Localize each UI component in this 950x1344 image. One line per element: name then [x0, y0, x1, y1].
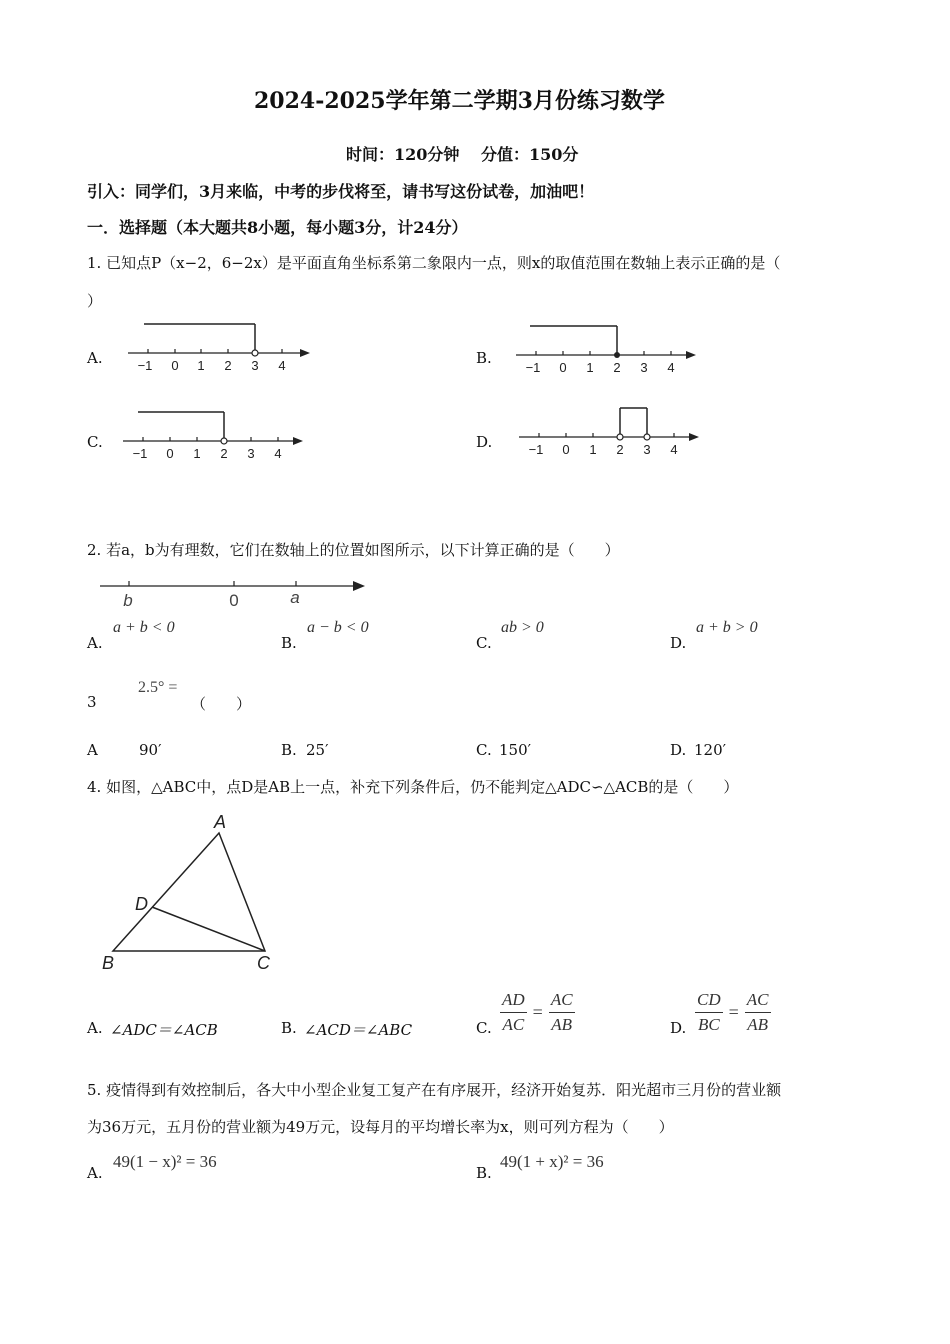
q3-expression: 2.5° = [138, 679, 178, 696]
q2-option-c-expr: ab > 0 [501, 619, 544, 636]
q4-stem: 4. 如图，△ABC中，点D是AB上一点，补充下列条件后，仍不能判定△ADC∽△ACB的是（ ） [87, 778, 739, 796]
tick-label: 0 [562, 442, 570, 457]
q5-stem-line1: 5. 疫情得到有效控制后，各大中小型企业复工复产在有序展开，经济开始复苏．阳光超市三月份的营业额 [87, 1081, 782, 1099]
q5-option-b-label: B. [476, 1164, 492, 1182]
q5-option-b-equation: 49(1 + x)² = 36 [500, 1152, 604, 1171]
equals-sign: = [728, 1002, 739, 1022]
q3-number: 3 [87, 693, 97, 711]
q2-number-line [95, 572, 375, 612]
tick-label: 0 [559, 360, 567, 375]
vertex-label-c: C [257, 953, 270, 973]
tick-label: 2 [224, 358, 232, 373]
q4-option-a-label: A. [87, 1019, 103, 1037]
vertex-label-b: B [102, 953, 115, 973]
q1-option-d-label: D. [476, 433, 493, 451]
q3-option-d-value: 120′ [694, 741, 727, 759]
q4-option-c-equation [500, 990, 575, 1035]
tick-label: 1 [193, 446, 201, 461]
q5-stem-line2: 为36万元，五月份的营业额为49万元，设每月的平均增长率为x，则可列方程为（ ） [87, 1118, 674, 1136]
fraction [549, 990, 575, 1035]
numerator: CD [695, 990, 723, 1013]
tick-label: 2 [220, 446, 228, 461]
q3-option-c-value: 150′ [499, 741, 532, 759]
q5-option-a-equation: 49(1 − x)² = 36 [113, 1152, 217, 1171]
tick-label: 4 [274, 446, 282, 461]
tick-label: 3 [643, 442, 651, 457]
tick-label: 1 [589, 442, 597, 457]
tick-label: 0 [166, 446, 174, 461]
tick-label: 4 [667, 360, 675, 375]
q3-answer-paren: （ ） [191, 695, 252, 713]
q3-option-a-value: 90′ [139, 741, 162, 759]
q4-option-b-label: B. [281, 1019, 297, 1037]
q4-option-a: ∠ADC＝∠ACB [110, 1021, 218, 1039]
tick-label: −1 [132, 446, 148, 461]
q2-option-d-label: D. [670, 634, 687, 652]
q1-option-b-number-line [510, 317, 705, 377]
tick-label: −1 [137, 358, 153, 373]
axis-label-a: a [290, 588, 300, 607]
q1-option-d-number-line [513, 399, 708, 459]
fraction [500, 990, 527, 1035]
tick-label: 3 [251, 358, 259, 373]
tick-label: 1 [586, 360, 594, 375]
q2-option-a-label: A. [87, 634, 103, 652]
tick-label: 3 [640, 360, 648, 375]
q4-option-d-label: D. [670, 1019, 687, 1037]
tick-label: 2 [613, 360, 621, 375]
axis-label-zero: 0 [229, 591, 239, 610]
q3-option-b-value: 25′ [306, 741, 329, 759]
section-heading: 一．选择题（本大题共8小题，每小题3分，计24分） [87, 218, 468, 237]
vertex-label-a: A [214, 812, 227, 832]
exam-time-info: 时间：120分钟 分值：150分 [346, 145, 579, 164]
q3-option-b-label: B. [281, 741, 297, 759]
q4-triangle-figure [95, 808, 285, 978]
axis-label-b: b [123, 591, 133, 610]
denominator: AB [551, 1015, 573, 1034]
tick-label: 2 [616, 442, 624, 457]
q3-option-c-label: C. [476, 741, 492, 759]
tick-label: 1 [197, 358, 205, 373]
q2-option-d-expr: a + b > 0 [696, 619, 758, 636]
tick-label: 4 [670, 442, 678, 457]
q1-option-a-number-line [120, 315, 315, 375]
q4-option-b: ∠ACD＝∠ABC [304, 1021, 413, 1039]
tick-label: −1 [528, 442, 544, 457]
q1-stem: 1. 已知点P（x−2，6−2x）是平面直角坐标系第二象限内一点，则x的取值范围在数轴上表示正确的是（ [87, 254, 781, 272]
denominator: AC [502, 1015, 525, 1034]
denominator: AB [747, 1015, 769, 1034]
numerator: AC [549, 990, 575, 1013]
tick-label: 3 [247, 446, 255, 461]
q5-option-a-label: A. [87, 1164, 103, 1182]
tick-label: 0 [171, 358, 179, 373]
numerator: AC [745, 990, 771, 1013]
q1-option-c-number-line [117, 403, 312, 463]
q1-option-b-label: B. [476, 349, 492, 367]
equals-sign: = [532, 1002, 543, 1022]
fraction [745, 990, 771, 1035]
fraction [695, 990, 723, 1035]
vertex-label-d: D [135, 894, 148, 914]
numerator: AD [500, 990, 527, 1013]
q3-option-a-label: A [87, 741, 98, 759]
q2-option-b-expr: a − b < 0 [307, 619, 369, 636]
q1-option-c-label: C. [87, 433, 103, 451]
q1-stem-end: ） [87, 292, 103, 310]
denominator: BC [697, 1015, 720, 1034]
tick-label: 4 [278, 358, 286, 373]
q2-option-c-label: C. [476, 634, 492, 652]
intro-text: 引入：同学们，3月来临，中考的步伐将至，请书写这份试卷，加油吧！ [87, 182, 595, 201]
q1-option-a-label: A. [87, 349, 103, 367]
q2-stem: 2. 若a，b为有理数，它们在数轴上的位置如图所示，以下计算正确的是（ ） [87, 541, 620, 559]
q4-option-d-equation [695, 990, 771, 1035]
q2-option-a-expr: a + b < 0 [113, 619, 175, 636]
page-title: 2024-2025学年第二学期3月份练习数学 [254, 88, 665, 114]
q3-option-d-label: D. [670, 741, 687, 759]
q2-option-b-label: B. [281, 634, 297, 652]
tick-label: −1 [525, 360, 541, 375]
q4-option-c-label: C. [476, 1019, 492, 1037]
